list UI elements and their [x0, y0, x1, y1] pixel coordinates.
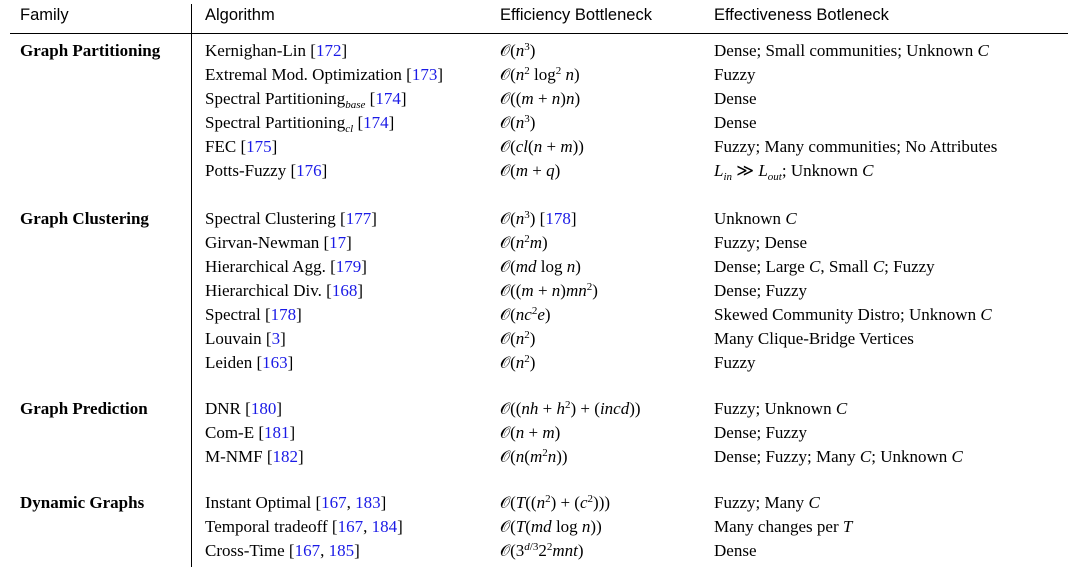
bottleneck-cell: Skewed Community Distro; Unknown C	[714, 305, 992, 324]
bottleneck-cell: Fuzzy; Dense	[714, 233, 808, 252]
citation-link[interactable]: 178	[270, 305, 297, 324]
header-effectiveness: Effectiveness Botleneck	[714, 6, 889, 24]
algorithm-cell: Instant Optimal [167, 183]	[205, 493, 387, 512]
header-family: Family	[20, 6, 69, 24]
bottleneck-cell: Dense; Small communities; Unknown C	[714, 41, 989, 60]
algorithm-cell: DNR [180]	[205, 399, 282, 418]
complexity-cell: 𝒪((m + n)n)	[500, 89, 581, 108]
bottleneck-cell: Dense; Large C, Small C; Fuzzy	[714, 257, 935, 276]
citation-link[interactable]: 174	[363, 113, 389, 132]
citation-link[interactable]: 167	[321, 493, 347, 512]
citation-link[interactable]: 184	[371, 517, 398, 536]
complexity-cell: $𝒪(n(m^2n))$	[500, 447, 568, 466]
bottleneck-cell: Fuzzy; Unknown C	[714, 399, 848, 418]
algorithm-name: FEC	[205, 137, 241, 156]
complexity-cell: $𝒪(n^3)$ [178]	[500, 209, 577, 228]
algorithm-cell: Spectral [178]	[205, 305, 302, 324]
algorithm-cell: Louvain [3]	[205, 329, 286, 348]
complexity-cell: 𝒪(cl(n + m))	[500, 137, 584, 156]
bottleneck-cell: Dense	[714, 541, 757, 560]
bottleneck-cell: Fuzzy	[714, 65, 756, 84]
algorithm-name: M-NMF	[205, 447, 267, 466]
complexity-cell: $𝒪(n^2)$	[500, 353, 536, 372]
citation-link[interactable]: 17	[329, 233, 347, 252]
algorithm-name: Girvan-Newman	[205, 233, 324, 252]
algorithm-cell: Extremal Mod. Optimization [173]	[205, 65, 443, 84]
algorithm-name: Hierarchical Div.	[205, 281, 327, 300]
complexity-cell: 𝒪(T(md log n))	[500, 517, 602, 536]
citation-link[interactable]: 181	[264, 423, 290, 442]
citation-link[interactable]: 168	[331, 281, 358, 300]
header-rule	[10, 33, 1068, 34]
algorithm-cell: Spectral Partitioning$_{base}$ [174]	[205, 89, 407, 111]
citation-link[interactable]: 183	[355, 493, 381, 512]
bottleneck-cell: Fuzzy	[714, 353, 756, 372]
citation-link[interactable]: 176	[296, 161, 322, 180]
citation-link[interactable]: 3	[271, 329, 281, 348]
complexity-cell: 𝒪(n + m)	[500, 423, 561, 442]
column-divider	[191, 4, 192, 567]
family-graph-clustering: Graph Clustering	[20, 209, 149, 228]
algorithm-name: DNR	[205, 399, 246, 418]
citation-link[interactable]: 174	[375, 89, 401, 108]
algorithm-cell: Spectral Clustering [177]	[205, 209, 377, 228]
complexity-cell: $𝒪(n^3)$	[500, 113, 536, 132]
bottleneck-cell: Fuzzy; Many communities; No Attributes	[714, 137, 998, 156]
algorithm-cell: Leiden [163]	[205, 353, 294, 372]
bottleneck-cell: Dense	[714, 113, 757, 132]
citation-link[interactable]: 173	[411, 65, 438, 84]
family-graph-partitioning: Graph Partitioning	[20, 41, 161, 60]
bottleneck-cell: Dense; Fuzzy	[714, 423, 808, 442]
citation-link[interactable]: 175	[246, 137, 272, 156]
algorithm-cell: Com-E [181]	[205, 423, 296, 442]
complexity-cell: $𝒪(n^3)$	[500, 41, 536, 60]
algorithm-name: Com-E	[205, 423, 259, 442]
family-graph-prediction: Graph Prediction	[20, 399, 148, 418]
algorithm-cell: FEC [175]	[205, 137, 278, 156]
header-algorithm: Algorithm	[205, 6, 275, 24]
algorithm-name: Potts-Fuzzy	[205, 161, 291, 180]
algorithm-cell: Temporal tradeoff [167, 184]	[205, 517, 403, 536]
algorithm-name: Louvain	[205, 329, 266, 348]
bottleneck-cell: $L_{in}$ ≫ $L_{out}$; Unknown C	[714, 161, 874, 183]
complexity-cell: 𝒪(m + q)	[500, 161, 561, 180]
algorithm-name: Spectral	[205, 305, 265, 324]
complexity-cell: 𝒪((m + $n)mn^2$)	[500, 281, 598, 300]
bottleneck-cell: Unknown C	[714, 209, 797, 228]
citation-link[interactable]: 167	[294, 541, 321, 560]
complexity-cell: $𝒪(3^{d/3}2^2mnt)$	[500, 541, 584, 560]
citation-link[interactable]: 180	[250, 399, 277, 418]
algorithm-cell: Spectral Partitioning$_{cl}$ [174]	[205, 113, 395, 135]
citation-link[interactable]: 177	[345, 209, 372, 228]
citation-link[interactable]: 172	[315, 41, 342, 60]
algorithm-name: Spectral Clustering	[205, 209, 341, 228]
header-efficiency: Efficiency Bottleneck	[500, 6, 652, 24]
citation-link[interactable]: 163	[262, 353, 288, 372]
bottleneck-cell: Dense	[714, 89, 757, 108]
bottleneck-cell: Many Clique-Bridge Vertices	[714, 329, 914, 348]
algorithm-name: Extremal Mod. Optimization	[205, 65, 407, 84]
bottleneck-cell: Many changes per T	[714, 517, 853, 536]
algorithm-name: Leiden	[205, 353, 257, 372]
citation-link[interactable]: 185	[328, 541, 355, 560]
complexity-cell: 𝒪(md log n)	[500, 257, 581, 276]
algorithm-name: Kernighan-Lin	[205, 41, 311, 60]
algorithm-cell: Hierarchical Agg. [179]	[205, 257, 367, 276]
complexity-cell: $𝒪(n^2m)$	[500, 233, 548, 252]
citation-link[interactable]: 178	[545, 209, 571, 228]
algorithm-name: Instant Optimal	[205, 493, 316, 512]
bottleneck-cell: Dense; Fuzzy; Many C; Unknown C	[714, 447, 963, 466]
complexity-cell: $𝒪(nc^2e)$	[500, 305, 551, 324]
algorithm-cell: Cross-Time [167, 185]	[205, 541, 360, 560]
algorithm-cell: M-NMF [182]	[205, 447, 304, 466]
algorithm-name: Temporal tradeoff	[205, 517, 332, 536]
citation-link[interactable]: 179	[335, 257, 362, 276]
algorithm-name: Hierarchical Agg.	[205, 257, 331, 276]
algorithm-cell: Girvan-Newman [17]	[205, 233, 352, 252]
citation-link[interactable]: 182	[272, 447, 299, 466]
algorithm-cell: Hierarchical Div. [168]	[205, 281, 363, 300]
algorithm-name: Cross-Time	[205, 541, 289, 560]
complexity-cell: $𝒪(T((n^2) + (c^2)))$	[500, 493, 611, 512]
complexity-cell: $𝒪(n^2$ $\log^2 n$)	[500, 65, 580, 84]
algorithm-cell: Potts-Fuzzy [176]	[205, 161, 328, 180]
complexity-cell: 𝒪((nh + $h^2$) + (incd))	[500, 399, 641, 418]
citation-link[interactable]: 167	[337, 517, 364, 536]
bottleneck-cell: Dense; Fuzzy	[714, 281, 808, 300]
complexity-cell: $𝒪(n^2)$	[500, 329, 536, 348]
family-dynamic-graphs: Dynamic Graphs	[20, 493, 145, 512]
algorithm-cell: Kernighan-Lin [172]	[205, 41, 348, 60]
bottleneck-cell: Fuzzy; Many C	[714, 493, 820, 512]
